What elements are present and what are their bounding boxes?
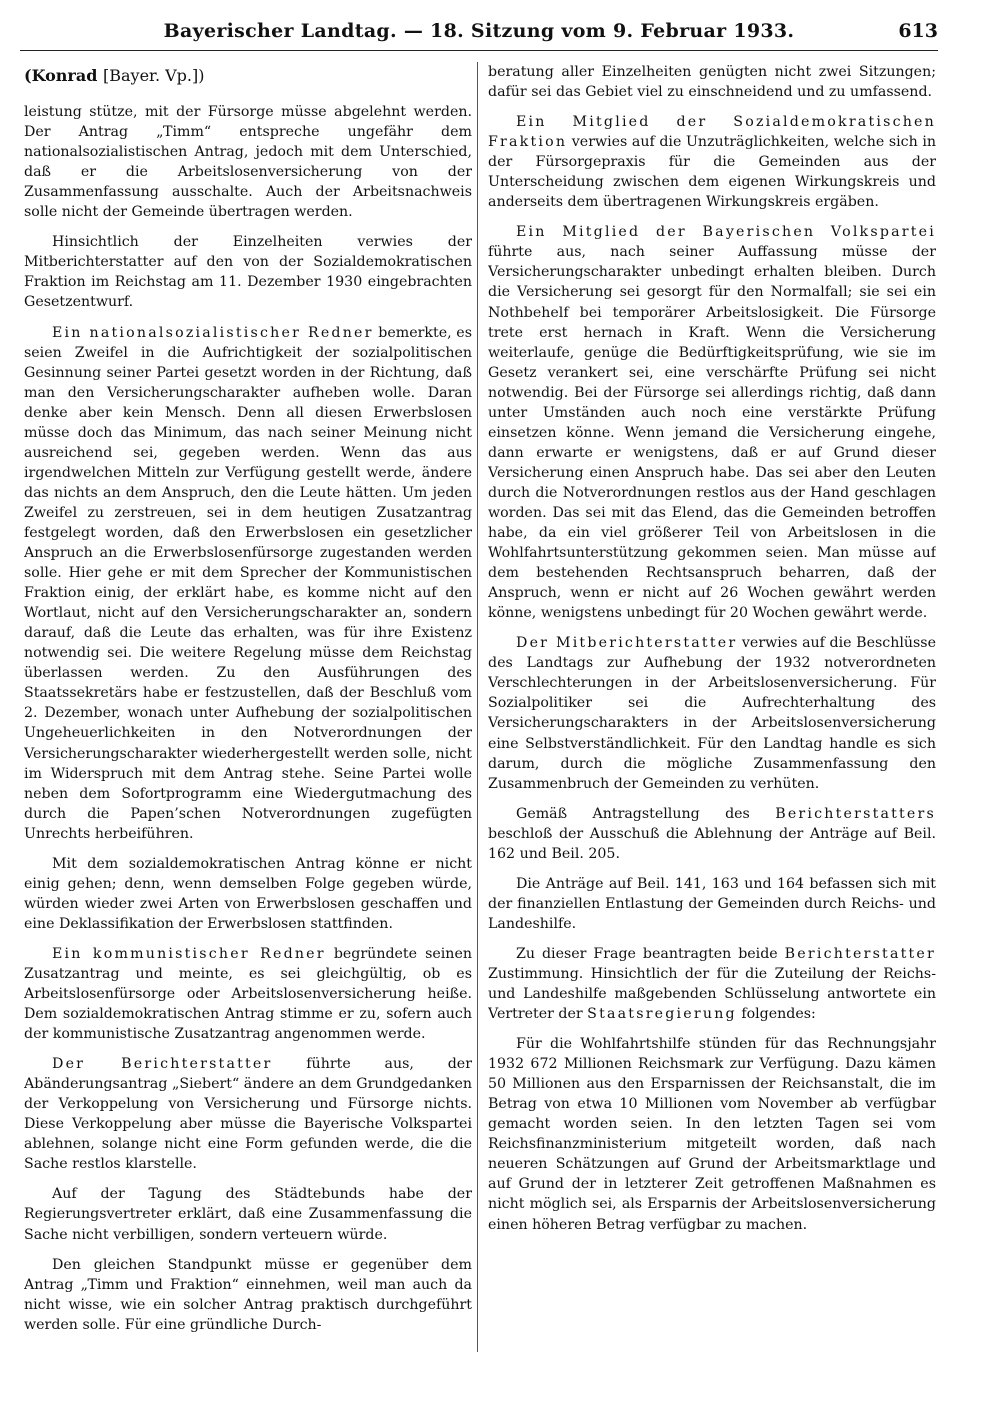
speaker-reference: Der Berichterstatter [52, 1056, 273, 1073]
paragraph-text: bemerkte, es seien Zweifel in die Aufrichtigkeit der sozialpolitischen Gesinnung seiner Partei gesetzt worden in der Richtung, daß man den Versicherungscharakter aufheben wolle. Daran denke aber kein Mensch. Denn all diesen Erwerbslosen müsse doch das Minimum, das nach seiner Meinung nicht ausreichend sei, gegeben werden. Wenn das aus irgendwelchen Mitteln zur Verfügung gestellt werde, ändere das nichts an dem Anspruch, den die Leute hätten. Um jeden Zweifel zu zerstreuen, sei in dem heutigen Zusatzantrag festgelegt worden, daß den Erwerbslosen ein gesetzlicher Anspruch an die Erwerbslosenfürsorge zugestanden werden solle. Hier gehe er mit dem Sprecher der Kommunistischen Fraktion einig, der erklärt habe, es komme nicht auf den Wortlaut, nicht auf den Versicherungscharakter an, sondern darauf, daß die Leute das erhalten, was für ihre Existenz notwendig sei. Die weitere Regelung müsse dem Reichstag überlassen werden. Zu den Ausführungen des Staatssekretärs habe er festzustellen, daß der Beschluß vom 2. Dezember, wonach unter Aufhebung der sozialpolitischen Ungeheuerlichkeiten in den Notverordnungen der Versicherungscharakter wiederhergestellt werden solle, nicht im Widerspruch mit dem Antrag stehe. Seine Partei wolle neben dem Sofortprogramm eine Wiedergutmachung des durch die Papen’schen Notverordnungen zugefügten Unrechts herbeiführen. [24, 324, 472, 842]
paragraph: Mit dem sozialdemokratischen Antrag könne er nicht einig gehen; denn, wenn demselben Folge gegeben würde, würden wieder zwei Arten von Erwerbslosen geschaffen und eine Deklassifikation der Erwerbslosen stattfinden. [24, 855, 472, 932]
speaker-party: [Bayer. Vp.]) [103, 66, 205, 85]
speaker-reference: Staatsregierung [587, 1006, 737, 1023]
speaker-reference: Der Mitberichterstatter [516, 635, 738, 652]
paragraph: Hinsichtlich der Einzelheiten verwies der Mitberichterstatter auf den von der Sozialdemokratischen Fraktion im Reichstag am 11. Dezember 1930 eingebrachten Gesetzentwurf. [24, 234, 472, 311]
column-divider [477, 62, 478, 1352]
speaker-reference: Ein kommunistischer Redner [52, 945, 326, 962]
paragraph [24, 944, 472, 1044]
speaker-reference: Ein Mitglied der Sozialdemokratischen Fraktion [488, 114, 936, 151]
paragraph-text: verwies auf die Unzuträglichkeiten, welche sich in der Fürsorgepraxis für die Gemeinden aus der Unterscheidung zwischen dem eigenen Wirkungskreis und anderseits dem übertragenen Wirkungskreis ergäben. [488, 134, 936, 211]
speaker-reference: Berichterstatter [784, 945, 936, 962]
paragraph-text: führte aus, der Abänderungsantrag „Siebert“ ändere an dem Grundgedanken der Verkoppelung von Versicherung und Fürsorge nichts. Diese Verkoppelung aber müsse die Bayerische Volkspartei ablehnen, solange nicht eine Form gefunden werde, die die Sache restlos klarstelle. [24, 1056, 472, 1173]
paragraph [488, 944, 936, 1024]
paragraph-text: Zustimmung. Hinsichtlich der für die Zuteilung der Reichs- und Landeshilfe maßgebenden Schlüsselung antwortete ein Vertreter der [488, 965, 936, 1023]
paragraph [488, 222, 936, 623]
paragraph-text: folgendes: [736, 1006, 816, 1023]
paragraph [488, 633, 936, 793]
paragraph-text: Gemäß Antragstellung des [516, 805, 776, 822]
paragraph: Die Anträge auf Beil. 141, 163 und 164 befassen sich mit der finanziellen Entlastung der Gemeinden durch Reichs- und Landeshilfe. [488, 875, 936, 932]
paragraph-text: Zu dieser Frage beantragten beide [516, 945, 785, 962]
page-number: 613 [898, 20, 938, 42]
speaker-reference: Ein nationalsozialistischer Redner [52, 324, 374, 341]
paragraph [24, 1054, 472, 1174]
paragraph: Für die Wohlfahrtshilfe stünden für das Rechnungsjahr 1932 672 Millionen Reichsmark zur Verfügung. Dazu kämen 50 Millionen aus den Ersparnissen der Reichsanstalt, die im Betrag von etwa 10 Millionen vom November ab verfügbar gemacht worden seien. In den letzten Tagen sei vom Reichsfinanzministerium mitgeteilt worden, daß nach neueren Schätzungen auf Grund der Arbeitsmarktlage und auf Grund der in letzterer Zeit getroffenen Maßnahmen es nicht möglich sei, als Ersparnis der Arbeitslosenversicherung einen höheren Betrag verfügbar zu machen. [488, 1036, 936, 1233]
paragraph: beratung aller Einzelheiten genügten nicht zwei Sitzungen; dafür sei das Gebiet viel zu einschneidend und zu umfassend. [488, 64, 936, 101]
paragraph-text: verwies auf die Beschlüsse des Landtags zur Aufhebung der 1932 notverordneten Verschlechterungen in der Arbeitslosenversicherung. Für Sozialpolitiker sei die Aufrechterhaltung des Versicherungscharakters in der Arbeitslosenversicherung eine Selbstverständlichkeit. Für den Landtag handle es sich darum, durch die mögliche Zusammenfassung den Zusammenbruch der Gemeinden zu verhüten. [488, 635, 936, 792]
paragraph: leistung stütze, mit der Fürsorge müsse abgelehnt werden. Der Antrag „Timm“ entspreche ungefähr dem nationalsozialistischen Antrag, jedoch mit dem Unterschied, daß er die Arbeitslosenversicherung von der Zusammenfassung ausschalte. Auch der Arbeitsnachweis solle nicht der Gemeinde übertragen werden. [24, 104, 472, 221]
paragraph [488, 112, 936, 212]
running-title: Bayerischer Landtag. — 18. Sitzung vom 9. Februar 1933. [163, 20, 795, 42]
left-column [24, 62, 472, 1402]
paragraph [488, 804, 936, 864]
paragraph: Den gleichen Standpunkt müsse er gegenüber dem Antrag „Timm und Fraktion“ einnehmen, weil man auch da nicht wisse, wie ein solcher Antrag praktisch durchgeführt werden solle. Für eine gründliche Durch- [24, 1256, 472, 1333]
right-column [488, 62, 936, 1402]
paragraph-text: begründete seinen Zusatzantrag und meinte, es sei gleichgültig, ob es Arbeitslosenfürsorge oder Arbeitslosenversicherung heiße. Dem sozialdemokratischen Antrag stimme er zu, sofern auch der kommunistische Zusatzantrag angenommen werde. [24, 945, 472, 1043]
speaker-name: (Konrad [24, 66, 98, 85]
paragraph [24, 323, 472, 844]
running-header [20, 14, 938, 51]
speaker-reference: Berichterstatters [775, 805, 936, 822]
paragraph: Auf der Tagung des Städtebunds habe der Regierungsvertreter erklärt, daß eine Zusammenfassung die Sache nicht verbilligen, sondern verteuern würde. [24, 1186, 472, 1243]
speaker-heading [24, 66, 472, 86]
speaker-reference: Ein Mitglied der Bayerischen Volkspartei [516, 224, 936, 241]
paragraph-text: führte aus, nach seiner Auffassung müsse der Versicherungscharakter unbedingt erhalten bleiben. Durch die Versicherung sei gesorgt für den Normalfall; sie sei ein Nothbehelf bei temporärer Arbeitslosigkeit. Die Fürsorge trete erst hernach in Kraft. Wenn die Versicherung weiterlaufe, genüge die Bedürftigkeitsprüfung, wie sie im Gesetz verankert sei, eine verschärfte Prüfung sei nicht notwendig. Bei der Fürsorge sei allerdings richtig, daß dann unter Umständen auch noch eine verstärkte Prüfung einsetzen könne. Wenn jemand die Versicherung eingehe, dann erwarte er wenigstens, daß er auf Grund dieser Versicherung einen Anspruch habe. Das sei aber den Leuten durch die Notverordnungen restlos aus der Hand geschlagen worden. Das sei mit das Elend, das die Gemeinden betroffen habe, da ein viel größerer Teil von Arbeitslosen in die Wohlfahrtsunterstützung gekommen seien. Man müsse auf dem bestehenden Rechtsanspruch beharren, daß der Anspruch, wenn er nicht auf 26 Wochen gewährt werden könne, wenigstens unbedingt für 20 Wochen gewährt werde. [488, 244, 936, 622]
paragraph-text: beschloß der Ausschuß die Ablehnung der Anträge auf Beil. 162 und Beil. 205. [488, 825, 936, 862]
